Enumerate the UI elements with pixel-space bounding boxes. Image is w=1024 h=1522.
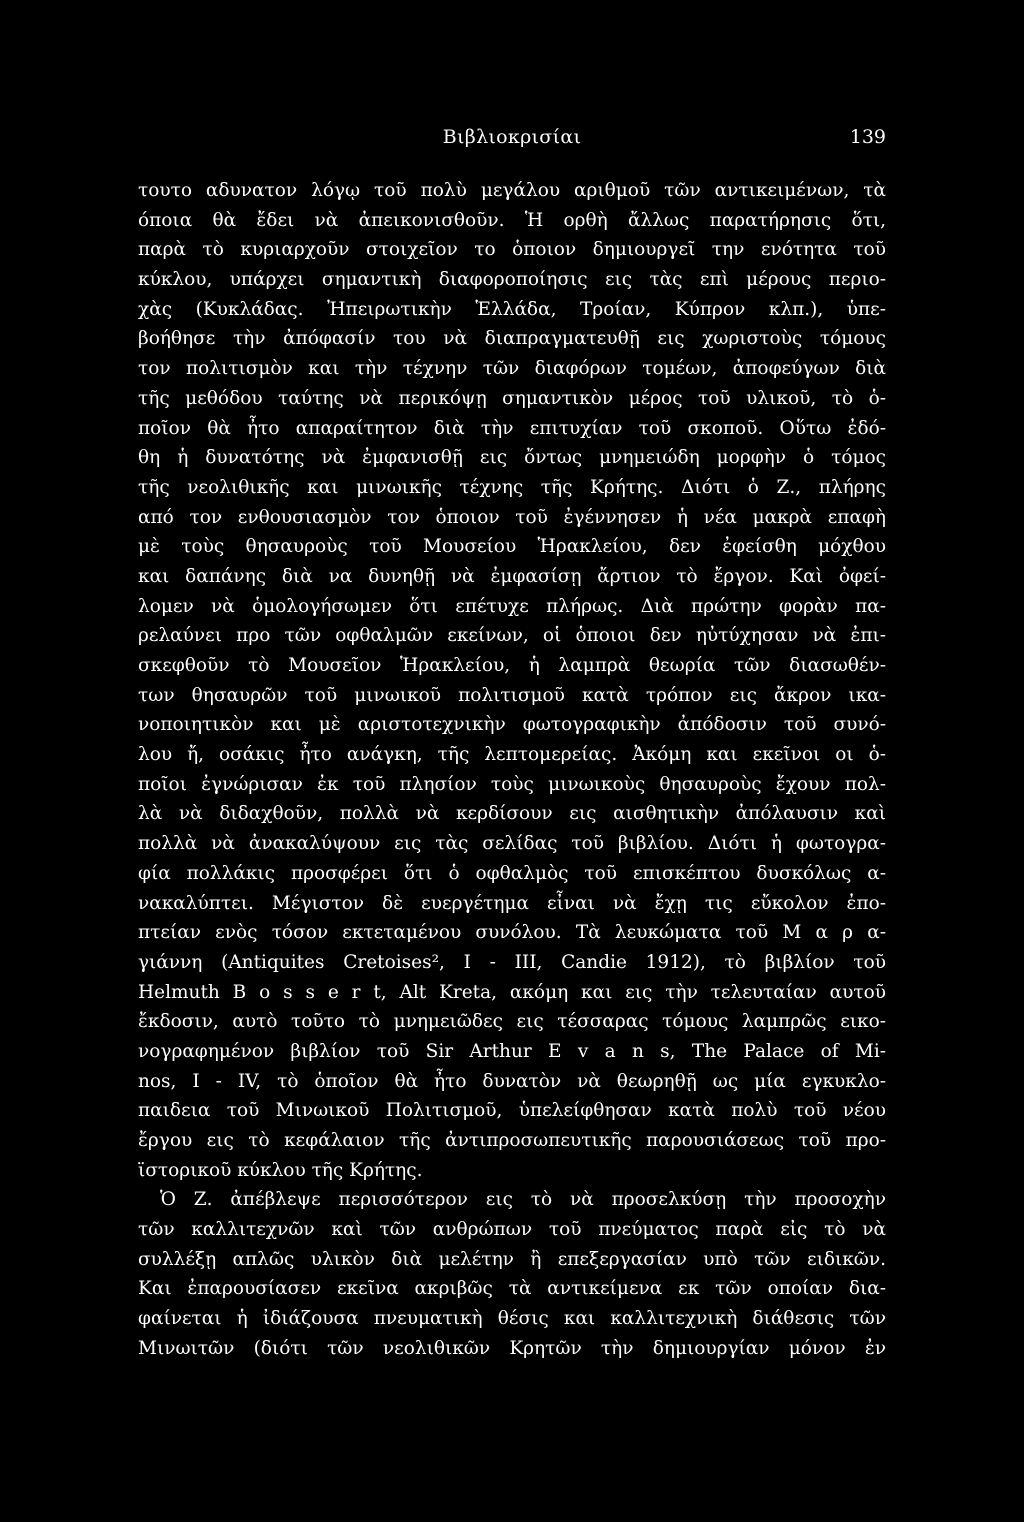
running-head: Βιβλιοκρισίαι [442, 126, 582, 148]
text-line: πτείαν ενὸς τόσον εκτεταμένου συνόλου. Τὰ λευκώματα τοῦ Μ α ρ α- [138, 922, 886, 944]
text-line: παιδεια τοῦ Μινωικοῦ Πολιτισμοῦ, ὑπελείφθησαν κατὰ πολὺ τοῦ νέου [138, 1100, 886, 1122]
text-line: πολλὰ νὰ ἀνακαλύψουν εις τὰς σελίδας τοῦ βιβλίου. Διότι ἡ φωτογρα- [138, 833, 886, 855]
text-line: ἔργου εις τὸ κεφάλαιον τῆς ἀντιπροσωπευτικῆς παρουσιάσεως τοῦ προ- [138, 1130, 886, 1151]
text-line: γιάννη (Antiquites Cretoises², I - III, Candie 1912), τὸ βιβλίον τοῦ [138, 951, 886, 973]
text-line: Ὁ Ζ. ἀπέβλεψε περισσότερον εις τὸ νὰ προσελκύσῃ τὴν προσοχὴν [160, 1189, 886, 1211]
text-line: λομεν νὰ ὁμολογήσωμεν ὅτι επέτυχε πλήρως. Διὰ πρώτην φορὰν πα- [138, 595, 886, 617]
text-line: τῶν καλλιτεχνῶν καὶ τῶν ανθρώπων τοῦ πνεύματος παρὰ εἰς τὸ νὰ [138, 1219, 886, 1241]
page-header [138, 126, 886, 156]
text-line: Helmuth B o s s e r t, Alt Kreta, ακόμη και εις τὴν τελευταίαν αυτοῦ [138, 981, 886, 1003]
text-line: θη ἡ δυνατότης νὰ ἐμφανισθῇ εις ὄντως μνημειώδη μορφὴν ὁ τόμος [138, 447, 886, 469]
text-line: ἔκδοσιν, αυτὸ τοῦτο τὸ μνημειῶδες εις τέσσαρας τόμους λαμπρῶς εικο- [138, 1011, 886, 1033]
text-line: όποια θὰ ἔδει νὰ ἀπεικονισθοῦν. Ἡ ορθὴ ἄλλως παρατήρησις ὅτι, [138, 209, 886, 231]
text-line: από τον ενθουσιασμὸν τον ὁποιον τοῦ ἐγέννησεν ἡ νέα μακρὰ επαφὴ [138, 506, 886, 528]
text-line: των θησαυρῶν τοῦ μινωικοῦ πολιτισμοῦ κατὰ τρόπον εις ἄκρον ικα- [138, 684, 886, 706]
text-line: και δαπάνης διὰ να δυνηθῇ νὰ ἐμφασίσῃ ἄρτιον τὸ ἔργον. Καὶ ὀφεί- [138, 565, 886, 587]
text-line: τουτο αδυνατον λόγῳ τοῦ πολὺ μεγάλου αριθμοῦ τῶν αντικειμένων, τὰ [138, 180, 886, 201]
text-line: κύκλου, υπάρχει σημαντικὴ διαφοροποίησις εις τὰς επὶ μέρους περιο- [138, 269, 886, 291]
text-line: μὲ τοὺς θησαυροὺς τοῦ Μουσείου Ἡρακλείου, δεν ἐφείσθη μόχθου [138, 536, 886, 558]
text-line: Και ἐπαρουσίασεν εκεῖνα ακριβῶς τὰ αντικείμενα εκ τῶν οποίαν δια- [138, 1278, 886, 1300]
text-line: λὰ νὰ διδαχθοῦν, πολλὰ νὰ κερδίσουν εις αισθητικὴν ἀπόλαυσιν καὶ [138, 803, 886, 825]
text-line: νοποιητικὸν και μὲ αριστοτεχνικὴν φωτογραφικὴν ἀπόδοσιν τοῦ συνό- [138, 714, 886, 736]
text-line: ποῖον θὰ ἦτο απαραίτητον διὰ τὴν επιτυχίαν τοῦ σκοποῦ. Οὕτω ἐδό- [138, 417, 886, 439]
text-line: βοήθησε τὴν ἀπόφασίν του νὰ διαπραγματευθῇ εις χωριστοὺς τόμους [138, 328, 886, 350]
text-line: ρελαύνει προ τῶν οφθαλμῶν εκείνων, οἱ ὁποιοι δεν ηὐτύχησαν νὰ ἐπι- [138, 625, 886, 647]
text-line: παρὰ τὸ κυριαρχοῦν στοιχεῖον το ὁποιον δημιουργεῖ την ενότητα τοῦ [138, 239, 886, 261]
text-line: Μινωιτῶν (διότι τῶν νεολιθικῶν Κρητῶν τὴν δημιουργίαν μόνον ἐν [138, 1337, 886, 1359]
text-line: συλλέξῃ απλῶς υλικὸν διὰ μελέτην ἢ επεξεργασίαν υπὸ τῶν ειδικῶν. [138, 1248, 886, 1270]
body-text [138, 176, 886, 1364]
page-number: 139 [849, 126, 886, 148]
text-line: σκεφθοῦν τὸ Μουσεῖον Ἡρακλείου, ἡ λαμπρὰ θεωρία τῶν διασωθέν- [138, 655, 886, 676]
text-line: χὰς (Κυκλάδας. Ἠπειρωτικὴν Ἑλλάδα, Τροίαν, Κύπρον κλπ.), ὑπε- [138, 298, 886, 320]
text-line: τῆς νεολιθικῆς και μινωικῆς τέχνης τῆς Κρήτης. Διότι ὁ Ζ., πλήρης [138, 476, 886, 498]
text-line: νογραφημένον βιβλίον τοῦ Sir Arthur E v a n s, The Palace of Mi- [138, 1040, 886, 1062]
text-line: νακαλύπτει. Μέγιστον δὲ ευεργέτημα εἶναι νὰ ἔχῃ τις εὔκολον ἐπο- [138, 892, 886, 914]
text-line: ποῖοι ἐγνώρισαν ἐκ τοῦ πλησίον τοὺς μινωικοὺς θησαυροὺς ἔχουν πολ- [138, 773, 886, 795]
text-line: φία πολλάκις προσφέρει ὅτι ὁ οφθαλμὸς τοῦ επισκέπτου δυσκόλως α- [138, 862, 886, 884]
text-line: ϊστορικοῦ κύκλου τῆς Κρήτης. [138, 1159, 423, 1181]
text-line: λου ἤ, οσάκις ἦτο ανάγκη, τῆς λεπτομερείας. Ἀκόμη και εκεῖνοι οι ὁ- [138, 744, 886, 766]
text-line: τον πολιτισμὸν και τὴν τέχνην τῶν διαφόρων τομέων, ἀποφεύγων διὰ [138, 358, 886, 380]
text-line: φαίνεται ἡ ἰδιάζουσα πνευματικὴ θέσις και καλλιτεχνικὴ διάθεσις τῶν [138, 1308, 886, 1330]
text-line: nos, I - IV, τὸ ὁποῖον θὰ ἦτο δυνατὸν νὰ θεωρηθῇ ως μία εγκυκλο- [138, 1070, 886, 1092]
text-line: τῆς μεθόδου ταύτης νὰ περικόψῃ σημαντικὸν μέρος τοῦ υλικοῦ, τὸ ὁ- [138, 387, 886, 409]
